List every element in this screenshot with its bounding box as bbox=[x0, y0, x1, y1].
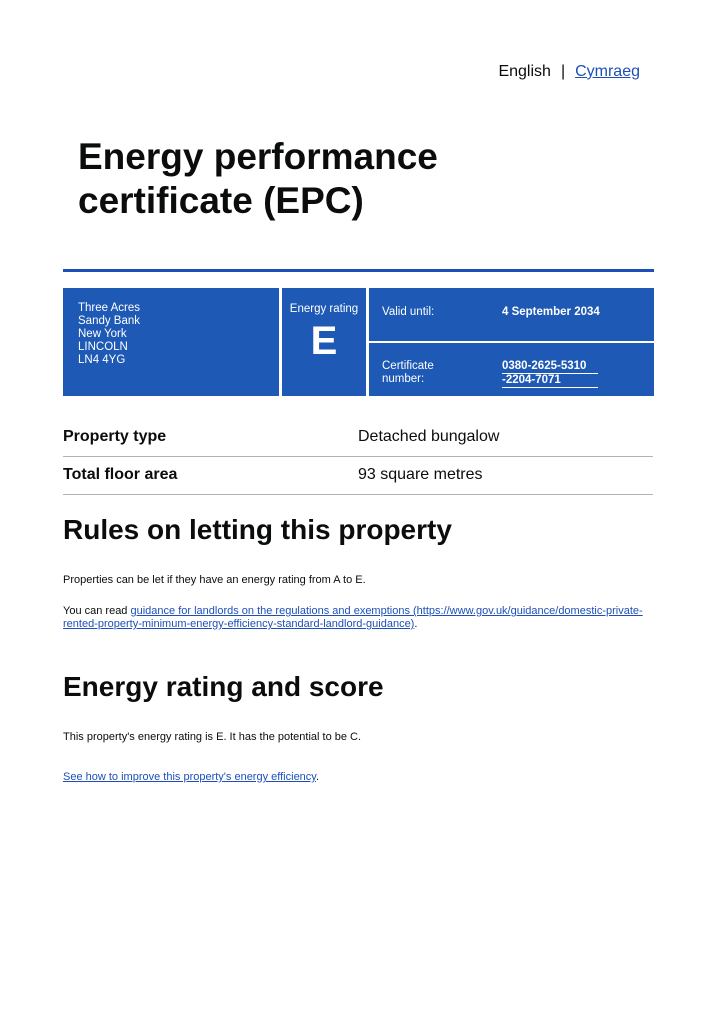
improve-efficiency-link[interactable]: See how to improve this property's energy efficiency bbox=[63, 771, 316, 783]
floor-area-row bbox=[63, 458, 653, 495]
certificate-panel bbox=[369, 343, 654, 396]
rules-paragraph: Properties can be let if they have an energy rating from A to E. bbox=[63, 574, 366, 586]
language-separator: | bbox=[560, 63, 566, 80]
valid-until-label: Valid until: bbox=[382, 306, 435, 318]
property-type-label: Property type bbox=[63, 428, 167, 445]
address-line: Sandy Bank bbox=[78, 315, 141, 327]
valid-until-panel bbox=[369, 288, 654, 341]
energy-rating-label: Energy rating bbox=[289, 303, 359, 315]
floor-area-label: Total floor area bbox=[63, 466, 178, 483]
improve-paragraph bbox=[63, 771, 643, 784]
certificate-number bbox=[502, 360, 598, 388]
rules-heading: Rules on letting this property bbox=[63, 514, 452, 545]
address-line: LINCOLN bbox=[78, 341, 128, 353]
language-current: English bbox=[498, 63, 551, 80]
address-line: New York bbox=[78, 328, 127, 340]
address-panel bbox=[63, 288, 279, 396]
page-title: Energy performance certificate (EPC) bbox=[78, 136, 438, 221]
address-line: Three Acres bbox=[78, 302, 140, 314]
title-divider bbox=[63, 269, 654, 272]
guidance-link[interactable]: guidance for landlords on the regulations and exemptions (https://www.gov.uk/guidance/domestic-private-rented-property-minimum-energy-efficiency-standard-landlord-guidance) bbox=[63, 605, 643, 630]
property-type-value: Detached bungalow bbox=[358, 428, 500, 445]
improve-suffix: . bbox=[315, 771, 320, 783]
certificate-number-part1: 0380-2625-5310 bbox=[502, 360, 598, 374]
language-link-cymraeg[interactable]: Cymraeg bbox=[575, 63, 640, 80]
energy-rating-letter: E bbox=[310, 319, 338, 363]
valid-until-value: 4 September 2034 bbox=[502, 306, 600, 318]
property-type-row bbox=[63, 420, 653, 457]
certificate-number-part2: -2204-7071 bbox=[502, 374, 598, 388]
energy-heading: Energy rating and score bbox=[63, 671, 384, 702]
address-line: LN4 4YG bbox=[78, 354, 126, 366]
language-switcher bbox=[498, 63, 640, 81]
guidance-paragraph bbox=[63, 605, 643, 631]
energy-paragraph: This property's energy rating is E. It has the potential to be C. bbox=[63, 731, 362, 743]
guidance-prefix: You can read bbox=[63, 605, 131, 617]
guidance-suffix: . bbox=[414, 618, 418, 630]
energy-rating-panel bbox=[282, 288, 366, 396]
floor-area-value: 93 square metres bbox=[358, 466, 483, 483]
certificate-label: Certificate number: bbox=[382, 360, 434, 385]
